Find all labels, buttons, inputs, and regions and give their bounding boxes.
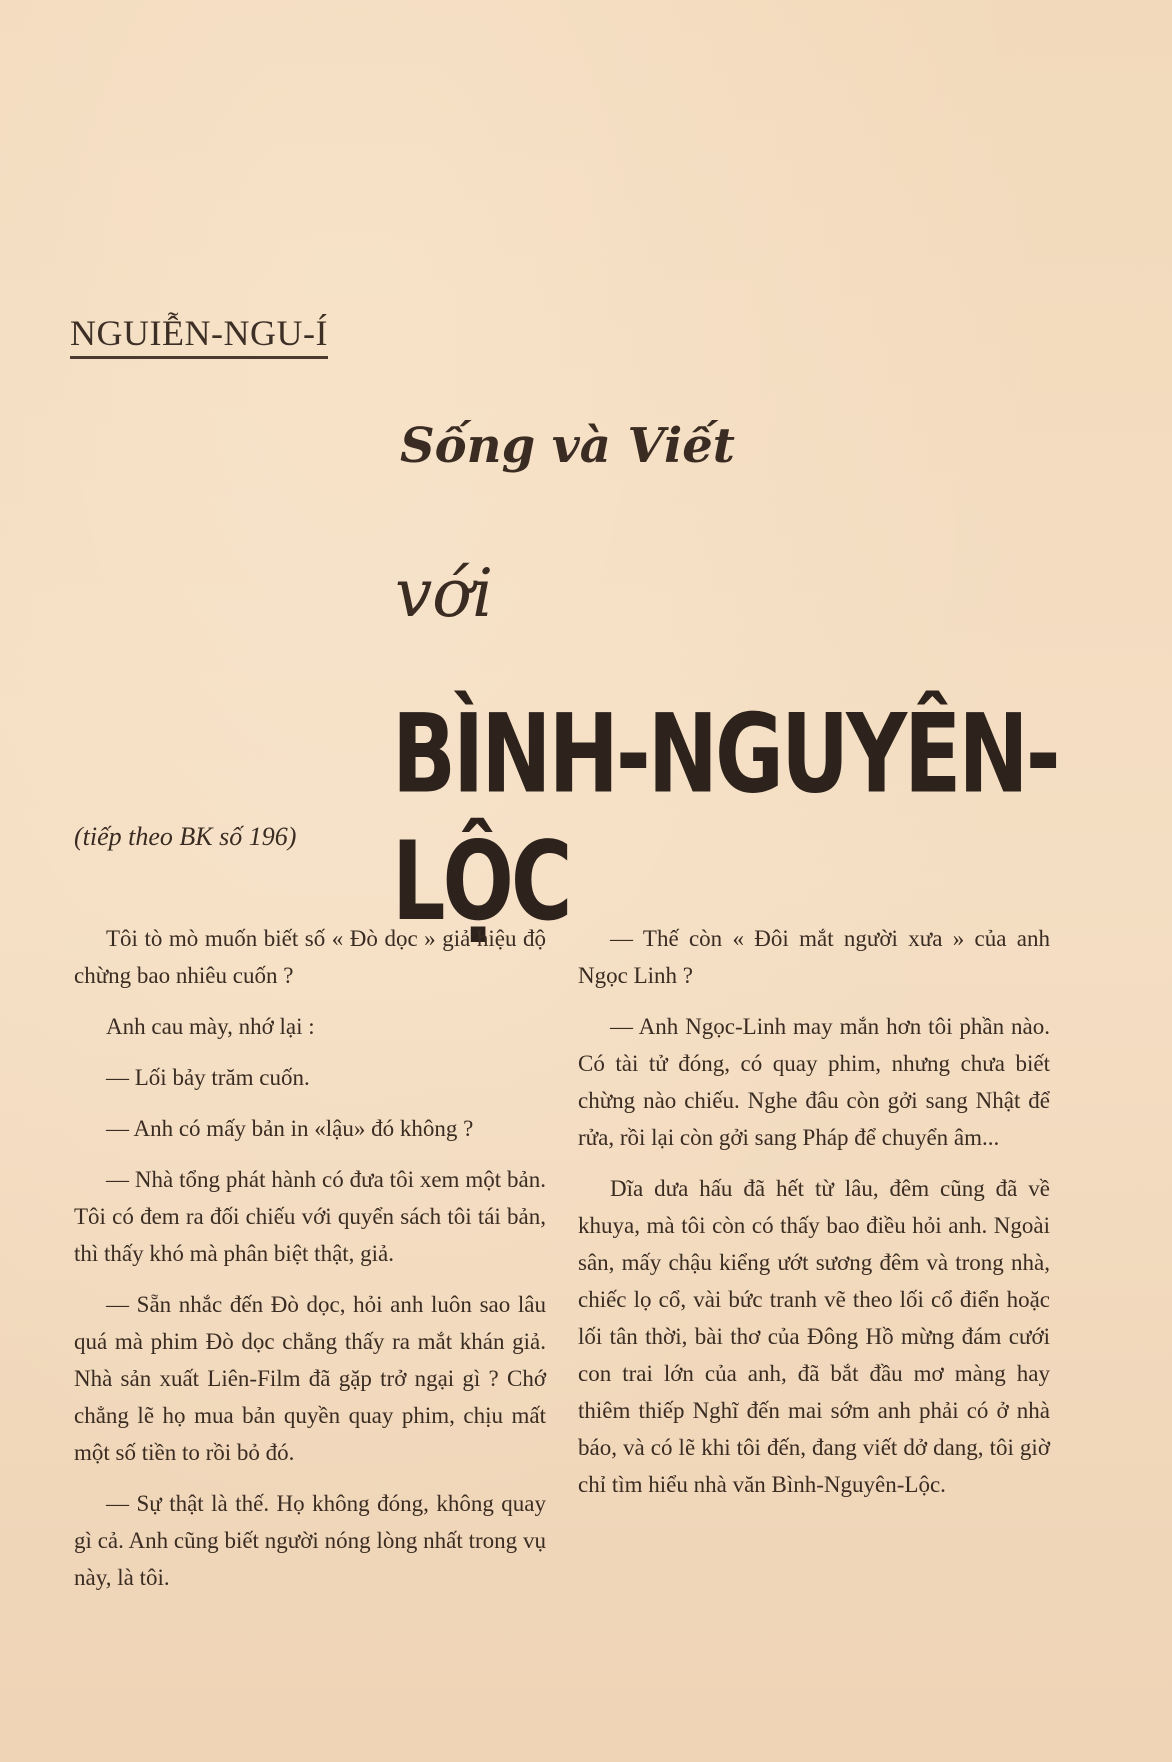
paragraph: — Thế còn « Đôi mắt người xưa » của anh Ngọc Linh ?: [578, 926, 1050, 988]
paragraph: Anh cau mày, nhớ lại :: [106, 1014, 315, 1039]
author-name: NGUIỄN-NGU-Í: [70, 312, 328, 359]
title-line-1: Sống và Viết: [400, 418, 735, 474]
title-line-2: với: [395, 555, 494, 632]
paragraph: — Anh Ngọc-Linh may mắn hơn tôi phần nào. Có tài tử đóng, có quay phim, nhưng chưa biết chừng nào chiếu. Nghe đâu còn gởi sang Nhật để rửa, rồi lại còn gởi sang Pháp để chuyển âm...: [578, 1014, 1050, 1150]
title-line-3: BÌNH-NGUYÊN-LỘC: [392, 690, 1058, 945]
continuation-note: (tiếp theo BK số 196): [74, 822, 297, 851]
paragraph: — Lối bảy trăm cuốn.: [106, 1065, 310, 1090]
paragraph: — Anh có mấy bản in «lậu» đó không ?: [106, 1116, 474, 1141]
paragraph: — Sẵn nhắc đến Đò dọc, hỏi anh luôn sao lâu quá mà phim Đò dọc chẳng thấy ra mắt khán giả. Nhà sản xuất Liên-Film đã gặp trở ngại gì ? Chớ chẳng lẽ họ mua bản quyền quay phim, chịu mất một số tiền to rồi bỏ đó.: [74, 1292, 546, 1465]
paragraph: Tôi tò mò muốn biết số « Đò dọc » giả hiệu độ chừng bao nhiêu cuốn ?: [74, 926, 546, 988]
right-column: [578, 920, 1050, 1517]
paragraph: Dĩa dưa hấu đã hết từ lâu, đêm cũng đã về khuya, mà tôi còn có thấy bao điều hỏi anh. Ngoài sân, mấy chậu kiểng ướt sương đêm và trong nhà, chiếc lọ cổ, vài bức tranh vẽ theo lối cổ điển hoặc lối tân thời, bài thơ của Đông Hồ mừng đám cưới con trai lớn của anh, đã bắt đầu mơ màng hay thiêm thiếp Nghĩ đến mai sớm anh phải có ở nhà báo, và có lẽ khi tôi đến, đang viết dở dang, tôi giờ chỉ tìm hiểu nhà văn Bình-Nguyên-Lộc.: [578, 1176, 1050, 1497]
paragraph: — Sự thật là thế. Họ không đóng, không quay gì cả. Anh cũng biết người nóng lòng nhất trong vụ này, là tôi.: [74, 1491, 546, 1590]
paragraph: — Nhà tổng phát hành có đưa tôi xem một bản. Tôi có đem ra đối chiếu với quyển sách tôi tái bản, thì thấy khó mà phân biệt thật, giả.: [74, 1167, 546, 1266]
left-column: [74, 920, 546, 1610]
